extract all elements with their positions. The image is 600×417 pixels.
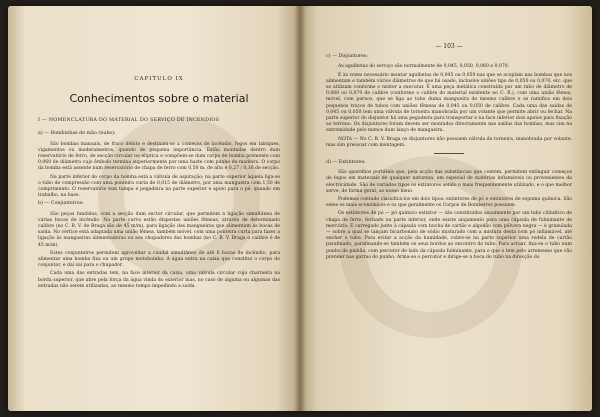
left-page-content: [38, 76, 280, 292]
note-paragraph: NOTA — No C. B. V. Braga os disjuntores não possuem válvula de torneira, manobrada por volante, mas sim pressoar com montagem.: [326, 136, 572, 148]
subsection-c-heading: c) — Disjuntores:: [326, 54, 368, 60]
paragraph: Cada uma das entradas tem, na face interior da caixa, uma válvula circular cujo charneira na borda superior, que abre pela força da água vinda do exterior mas, no caso de alguma ou algumas das entradas não serem utilizadas, ao mesmo tempo impedindo a saída.: [38, 271, 280, 289]
page-number: — 103 —: [435, 43, 463, 50]
subsection-d-heading: d) — Extintores:: [326, 160, 366, 166]
divider: [434, 153, 464, 154]
book-spine-gutter: [294, 6, 306, 411]
paragraph: Os extintores de pó — pó químico extintor — são constituídos usualmente por um tubo cilíndrico de chapa de ferro, fechado na parte inferior, onde existe alojamento para uma cápsula de fulminante de mercúrio. É carregado junto à cápsula com bucha de cartão e algodão com pólvora negra — é granulada — sobre a qual se lançam bicarbonato de sódio misturado com a mistura desta com pó inflamável, até encher o tubo. Para evitar a acção da humidade, cobre-se na parte superior uma rodela de cartão parafinado, parafinando-se também os seus bordos ao encontro do tubo. Para actuar, fixa-se o tubo num punho de pinhão, com percutor de lado da cápsula fulminante, para o que o tem pelo arremesso que vão prender nas garras do punho. Arma-se o percutor e dirige-se a boca do tubo na direcção do: [326, 211, 572, 260]
open-book: [8, 6, 592, 411]
paragraph: São peças fundidas, com a secção dum sector circular, que permitem a ligação simultânea de várias bocas de incêndio. Na parte curva estão dispostas uniões fêmeas, através de determinado calibre (no C. B. V. de Braga são de 45 m/m), para ligação das mangueiras que alimentam as bocas de saída. No vértice está adaptada uma união fêmea, também móvel, com uma ponteira curta para fazer a ligação às mangueiras alimentadoras ou aos chupadores das bombas (no C. B. V. Braga o calibre é de 45 m/m).: [38, 211, 280, 248]
paragraph: Podemos contudo classificá-los em dois tipos: extintores de pó e extintores de espuma química. São estes os mais económicos e os que geralmente os Corpos de Bombeiros possuem.: [326, 197, 572, 209]
section-heading: I — NOMENCLATURA DO MATERIAL DO SERVIÇO DE INCENDIOS: [38, 117, 220, 124]
chapter-title: Conhecimentos sobre o material: [69, 92, 249, 106]
subsection-a-heading: a) — Bombinhas de mão (nubs):: [38, 131, 116, 137]
left-page: [8, 6, 300, 411]
paragraph: É às vezes necessário montar agulhetas de 0,045 ou 0,050 nas que se acoplam nas bombas que nos alimentam e também vários diâmetros de que há usado, inclusive uniões tipo de 0,050 ou 0,070, etc. que se utilizam conforme o mister a executar. É uma peça metálica construída por um tubo de diâmetro de 0,060 ou 0,070 de calibre (conforme o calibre do material existente no C. B.), com uma união fêmea, móvel, com pernos, que se liga ao tubo duma mangueira de mesmo calibre e se ramifica em dois pequenos troços de tubos com uniões fêmeas de 0,045 ou 0,050 de calibre. Cada uma das saídas de 0,045 ou 0,050 tem uma válvula de torneira manobrada por um volante que permite abrir ou fechar. Na parte superior do disjuntor há uma pegadeira para transportar e na face inferior dois apoios para fixação ao terreno. Os disjuntores foram devem ser montados directamente nas saídas das bombas, mas sim na extremidade pelo menos dum lanço de mangueira.: [326, 72, 572, 134]
paragraph: São bombas manuais, de fraco débito e destinam-se a começos de incêndio, fogos em tabiques, vigamentos ou moderamentos, quando de pequena importância. Estão montadas dentro dum reservatório de ferro, de secção circular ou elíptica e compõem-se dum corpo de bomba prémente com 0,060 de diâmetro cujo êmbolo termina superiormente por uma haste com punho de madeira. O corpo da bomba está assente num reservatório de chapa de ferro com 0,50 m. de alto e 0,27 / 0,16 de secção.: [38, 141, 280, 172]
right-page: [300, 6, 592, 411]
paragraph: São aparelhos portáteis que, pela acção das substâncias que contém, permitem extinguir começos de fogos em materiais de qualquer natureza, em especial de matérias inflamáveis ou provenientes da electricidade. São de variados tipos os extintores sendo o mais frequentemente utilizado, e o que melhor serve, de forma geral, ao nosso meio.: [326, 170, 572, 194]
paragraph: Estes conjunteiros permitem aproveitar a caudal simultâneo de até 6 bocas de incêndio, para alimentar uma bomba fixa ou um grupo motobomba. A água entra na caixa que constitui o corpo do conjuntor, e daí sai para o chupador.: [38, 250, 280, 269]
paragraph: As agulhetas do serviço são normalmente de 0,045, 0,050, 0,060 e 0,070.: [338, 64, 510, 70]
subsection-b-heading: b) — Conjunteiros:: [38, 201, 84, 207]
chapter-number: CAPITULO IX: [134, 76, 184, 82]
right-page-content: [326, 44, 572, 263]
paragraph: Na parte inferior do corpo da bomba está a válvula de aspiração; na parte superior àquela liga-se o tubo de compressão com uma ponteira curta de 0,015 de diâmetro, por uma mangueira com 1,50 de comprimento. O reservatório tem tampa e pegadeira na parte superior e apoio para o pé, quando em trabalho, na base.: [38, 174, 280, 199]
